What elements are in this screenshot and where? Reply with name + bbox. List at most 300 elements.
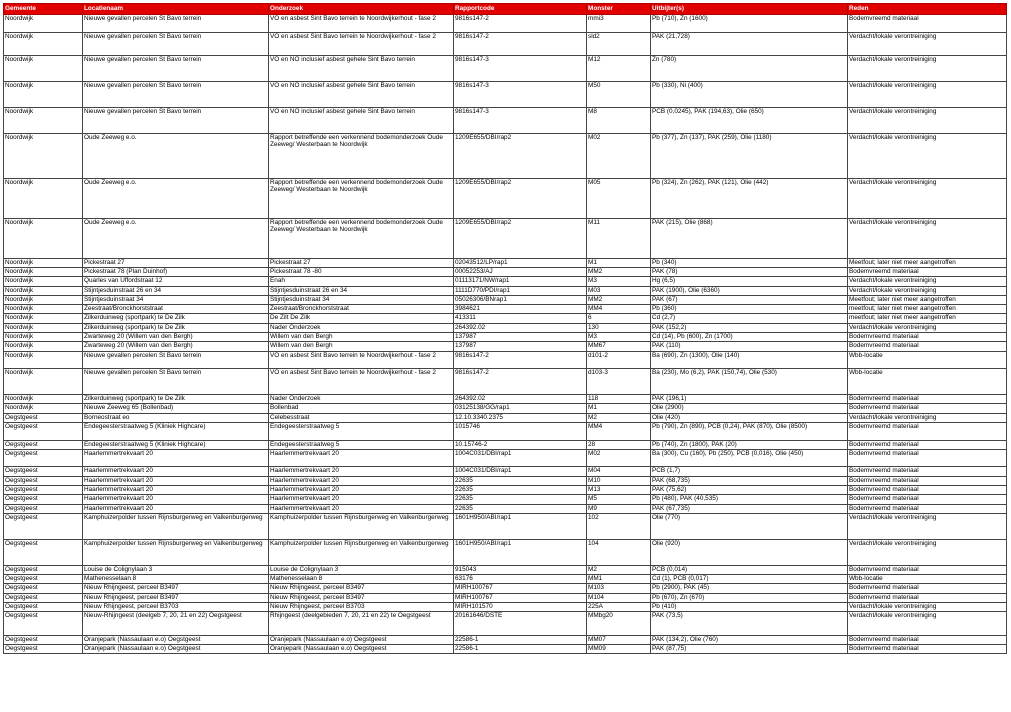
cell-gemeente: Noordwijk: [4, 305, 83, 314]
cell-onderzoek: VO en NO inclusief asbest gehele Sint Bavo terrein: [269, 81, 454, 107]
cell-onderzoek: Rhijngeest (deelgebieden 7, 20, 21 en 22) te Oegstgeest: [269, 612, 454, 635]
table-row: [4, 413, 1007, 422]
cell-locatienaam: Zilkerduinweg (sportpark) te De Zilk: [83, 395, 269, 404]
cell-onderzoek: Celebesstraat: [269, 413, 454, 422]
cell-rapportcode: MIRH100767: [454, 584, 587, 593]
table-row: [4, 342, 1007, 351]
cell-monster: M3: [587, 277, 651, 286]
cell-uitbijters: Ba (300), Cu (160), Pb (250), PCB (0,016), Olie (450): [651, 449, 848, 467]
cell-rapportcode: 1601H950/ABI/rap1: [454, 513, 587, 539]
table-row: [4, 277, 1007, 286]
cell-gemeente: Noordwijk: [4, 133, 83, 178]
table-row: [4, 593, 1007, 602]
cell-monster: 130: [587, 323, 651, 332]
table-row: [4, 440, 1007, 449]
table-row: [4, 107, 1007, 133]
table-row: [4, 635, 1007, 644]
cell-gemeente: Oegstgeest: [4, 565, 83, 574]
cell-uitbijters: Pb (2900), PAK (45): [651, 584, 848, 593]
table-row: [4, 258, 1007, 267]
cell-rapportcode: 1015746: [454, 423, 587, 441]
cell-gemeente: Oegstgeest: [4, 495, 83, 504]
cell-onderzoek: VO en asbest Sint Bavo terrein te Noordwijkerhout - fase 2: [269, 32, 454, 55]
cell-monster: 104: [587, 539, 651, 565]
cell-reden: Verdacht/lokale verontreiniging: [848, 277, 1007, 286]
cell-monster: M3: [587, 333, 651, 342]
cell-rapportcode: 02043512/LP/rap1: [454, 258, 587, 267]
cell-uitbijters: PAK (87,75): [651, 644, 848, 653]
table-row: [4, 305, 1007, 314]
cell-rapportcode: 9816s147-2: [454, 351, 587, 369]
cell-reden: Wbb-locatie: [848, 575, 1007, 584]
cell-uitbijters: Pb (410): [651, 602, 848, 611]
cell-rapportcode: 413311: [454, 314, 587, 323]
cell-onderzoek: Haarlemmertrekvaart 20: [269, 495, 454, 504]
cell-locatienaam: Haarlemmertrekvaart 20: [83, 449, 269, 467]
cell-gemeente: Oegstgeest: [4, 467, 83, 476]
cell-gemeente: Noordwijk: [4, 258, 83, 267]
cell-onderzoek: Willem van den Bergh: [269, 333, 454, 342]
cell-onderzoek: Oranjepark (Nassaulaan e.o) Oegstgeest: [269, 635, 454, 644]
cell-gemeente: Oegstgeest: [4, 644, 83, 653]
cell-uitbijters: PAK (68,735): [651, 476, 848, 485]
cell-uitbijters: Pb (710), Zn (1600): [651, 15, 848, 33]
cell-monster: MM2: [587, 267, 651, 276]
cell-rapportcode: 137987: [454, 333, 587, 342]
cell-monster: 28: [587, 440, 651, 449]
table-row: [4, 565, 1007, 574]
cell-uitbijters: Olie (2900): [651, 404, 848, 413]
cell-reden: Meetfout; later niet meer aangetroffen: [848, 258, 1007, 267]
cell-onderzoek: Oranjepark (Nassaulaan e.o) Oegstgeest: [269, 644, 454, 653]
cell-rapportcode: 22586-1: [454, 644, 587, 653]
col-header-monster: Monster: [587, 4, 651, 15]
cell-locatienaam: Oranjepark (Nassaulaan e.o) Oegstgeest: [83, 644, 269, 653]
cell-gemeente: Noordwijk: [4, 107, 83, 133]
table-row: [4, 218, 1007, 258]
cell-gemeente: Noordwijk: [4, 369, 83, 395]
cell-onderzoek: Rapport betreffende een verkennend bodemonderzoek Oude Zeeweg/ Westerbaan te Noordwijk: [269, 218, 454, 258]
cell-locatienaam: Zwarteweg 20 (Willem van den Bergh): [83, 333, 269, 342]
col-header-onderzoek: Onderzoek: [269, 4, 454, 15]
cell-uitbijters: Zn (780): [651, 56, 848, 82]
cell-gemeente: Noordwijk: [4, 333, 83, 342]
cell-onderzoek: Stijntjesduinstraat 26 en 34: [269, 286, 454, 295]
table-row: [4, 476, 1007, 485]
cell-rapportcode: 1601H950/ABI/rap1: [454, 539, 587, 565]
cell-onderzoek: Willem van den Bergh: [269, 342, 454, 351]
cell-gemeente: Oegstgeest: [4, 513, 83, 539]
table-row: [4, 575, 1007, 584]
cell-uitbijters: Ba (230), Mo (6,2), PAK (150,74), Olie (530): [651, 369, 848, 395]
cell-rapportcode: 9816s147-2: [454, 369, 587, 395]
cell-rapportcode: 22635: [454, 486, 587, 495]
cell-onderzoek: VO en NO inclusief asbest gehele Sint Bavo terrein: [269, 107, 454, 133]
col-header-uitbijters: Uitbijter(s): [651, 4, 848, 15]
cell-locatienaam: Haarlemmertrekvaart 20: [83, 486, 269, 495]
table-row: [4, 323, 1007, 332]
cell-monster: 118: [587, 395, 651, 404]
cell-rapportcode: 9816s147-2: [454, 32, 587, 55]
cell-locatienaam: Haarlemmertrekvaart 20: [83, 504, 269, 513]
cell-monster: d101-2: [587, 351, 651, 369]
cell-uitbijters: PAK (67): [651, 295, 848, 304]
cell-gemeente: Noordwijk: [4, 342, 83, 351]
cell-gemeente: Oegstgeest: [4, 423, 83, 441]
cell-gemeente: Oegstgeest: [4, 612, 83, 635]
cell-monster: M9: [587, 504, 651, 513]
table-row: [4, 333, 1007, 342]
table-row: [4, 449, 1007, 467]
cell-locatienaam: Endegeesterstraatweg 5 (Kliniek Highcare): [83, 440, 269, 449]
cell-locatienaam: Zwarteweg 20 (Willem van den Bergh): [83, 342, 269, 351]
table-row: [4, 395, 1007, 404]
cell-uitbijters: Ba (690), Zn (1300), Olie (140): [651, 351, 848, 369]
table-row: [4, 314, 1007, 323]
cell-locatienaam: Haarlemmertrekvaart 20: [83, 495, 269, 504]
cell-onderzoek: Pickestraat 78 -80: [269, 267, 454, 276]
cell-onderzoek: VO en asbest Sint Bavo terrein te Noordwijkerhout - fase 2: [269, 351, 454, 369]
cell-gemeente: Oegstgeest: [4, 476, 83, 485]
cell-monster: M1: [587, 404, 651, 413]
cell-locatienaam: Nieuw-Rhijngeest (deelgeb 7, 20, 21 en 22) Oegstgeest: [83, 612, 269, 635]
cell-onderzoek: Stijntjesduinstraat 34: [269, 295, 454, 304]
cell-rapportcode: 9816s147-3: [454, 81, 587, 107]
cell-rapportcode: 01113171/NW/rap1: [454, 277, 587, 286]
cell-rapportcode: 1209E655/DBI/rap2: [454, 218, 587, 258]
cell-reden: Bodemvreemd materiaal: [848, 593, 1007, 602]
cell-locatienaam: Oranjepark (Nassaulaan e.o) Oegstgeest: [83, 635, 269, 644]
cell-reden: Verdacht/lokale verontreiniging: [848, 32, 1007, 55]
cell-uitbijters: Pb (670), Zn (670): [651, 593, 848, 602]
cell-uitbijters: PAK (75,62): [651, 486, 848, 495]
cell-rapportcode: 9816s147-3: [454, 107, 587, 133]
cell-uitbijters: PCB (0,014): [651, 565, 848, 574]
cell-monster: MM09: [587, 644, 651, 653]
cell-locatienaam: Quarles van Uffordstraat 12: [83, 277, 269, 286]
cell-locatienaam: Haarlemmertrekvaart 20: [83, 467, 269, 476]
table-row: [4, 486, 1007, 495]
cell-rapportcode: 9816s147-3: [454, 56, 587, 82]
col-header-gemeente: Gemeente: [4, 4, 83, 15]
cell-monster: M103: [587, 584, 651, 593]
cell-uitbijters: PAK (78): [651, 267, 848, 276]
cell-locatienaam: Mathenesselaan 8: [83, 575, 269, 584]
table-row: [4, 467, 1007, 476]
cell-onderzoek: Zeestraat/Bronckhorststraat: [269, 305, 454, 314]
table-row: [4, 267, 1007, 276]
cell-reden: Verdacht/lokale verontreiniging: [848, 107, 1007, 133]
cell-reden: Bodemvreemd materiaal: [848, 449, 1007, 467]
cell-gemeente: Oegstgeest: [4, 602, 83, 611]
cell-onderzoek: Kamphuizerpolder tussen Rijnsburgerweg en Valkenburgerweg: [269, 513, 454, 539]
cell-uitbijters: Cd (14), Pb (600), Zn (1700): [651, 333, 848, 342]
cell-rapportcode: 915043: [454, 565, 587, 574]
cell-monster: M04: [587, 467, 651, 476]
cell-locatienaam: Nieuwe gevallen percelen St Bavo terrein: [83, 369, 269, 395]
cell-reden: Bodemvreemd materiaal: [848, 267, 1007, 276]
cell-onderzoek: Nieuw Rhijngeest, perceel B3497: [269, 593, 454, 602]
cell-reden: Bodemvreemd materiaal: [848, 395, 1007, 404]
cell-gemeente: Oegstgeest: [4, 440, 83, 449]
cell-rapportcode: 22635: [454, 504, 587, 513]
table-row: [4, 539, 1007, 565]
cell-onderzoek: Haarlemmertrekvaart 20: [269, 476, 454, 485]
cell-uitbijters: Pb (330), Ni (400): [651, 81, 848, 107]
cell-rapportcode: 00052253/AJ: [454, 267, 587, 276]
cell-reden: Verdacht/lokale verontreiniging: [848, 81, 1007, 107]
table-row: [4, 56, 1007, 82]
cell-locatienaam: Zeestraat/Bronckhorststraat: [83, 305, 269, 314]
table-row: [4, 644, 1007, 653]
cell-uitbijters: PAK (67,735): [651, 504, 848, 513]
cell-onderzoek: Bollenbad: [269, 404, 454, 413]
cell-locatienaam: Nieuwe gevallen percelen St Bavo terrein: [83, 32, 269, 55]
cell-gemeente: Oegstgeest: [4, 504, 83, 513]
cell-gemeente: Oegstgeest: [4, 539, 83, 565]
cell-reden: meetfout; later niet meer aangetroffen: [848, 305, 1007, 314]
table-row: [4, 504, 1007, 513]
cell-rapportcode: 20161646/DSTE: [454, 612, 587, 635]
cell-onderzoek: Pickestraat 27: [269, 258, 454, 267]
cell-monster: 102: [587, 513, 651, 539]
cell-locatienaam: Kamphuizerpolder tussen Rijnsburgerweg en Valkenburgerweg: [83, 539, 269, 565]
cell-gemeente: Oegstgeest: [4, 575, 83, 584]
cell-gemeente: Noordwijk: [4, 277, 83, 286]
cell-monster: M13: [587, 486, 651, 495]
cell-rapportcode: 22586-1: [454, 635, 587, 644]
cell-onderzoek: VO en asbest Sint Bavo terrein te Noordwijkerhout - fase 2: [269, 369, 454, 395]
cell-locatienaam: Nieuw Rhijngeest, perceel B3497: [83, 584, 269, 593]
cell-locatienaam: Nieuwe Zeeweg 65 (Bollenbad): [83, 404, 269, 413]
cell-reden: Verdacht/lokale verontreiniging: [848, 286, 1007, 295]
cell-rapportcode: 63176: [454, 575, 587, 584]
cell-uitbijters: PAK (134,2), Olie (760): [651, 635, 848, 644]
cell-gemeente: Noordwijk: [4, 267, 83, 276]
cell-rapportcode: 05026306/BNrap1: [454, 295, 587, 304]
cell-reden: Wbb-locatie: [848, 351, 1007, 369]
cell-onderzoek: Haarlemmertrekvaart 20: [269, 467, 454, 476]
cell-monster: 225A: [587, 602, 651, 611]
cell-gemeente: Noordwijk: [4, 295, 83, 304]
cell-reden: Verdacht/lokale verontreiniging: [848, 178, 1007, 218]
cell-locatienaam: Nieuwe gevallen percelen St Bavo terrein: [83, 351, 269, 369]
cell-uitbijters: Olie (920): [651, 539, 848, 565]
cell-monster: M02: [587, 133, 651, 178]
cell-locatienaam: Nieuwe gevallen percelen St Bavo terrein: [83, 81, 269, 107]
cell-reden: Bodemvreemd materiaal: [848, 476, 1007, 485]
cell-monster: d103-3: [587, 369, 651, 395]
cell-locatienaam: Nieuwe gevallen percelen St Bavo terrein: [83, 15, 269, 33]
cell-reden: meetfout; later niet meer aangetroffen: [848, 314, 1007, 323]
cell-reden: Bodemvreemd materiaal: [848, 486, 1007, 495]
table-row: [4, 513, 1007, 539]
table-row: [4, 178, 1007, 218]
table-row: [4, 602, 1007, 611]
cell-rapportcode: 1209E655/DBI/rap2: [454, 178, 587, 218]
cell-rapportcode: 9816s147-2: [454, 15, 587, 33]
cell-onderzoek: VO en NO inclusief asbest gehele Sint Bavo terrein: [269, 56, 454, 82]
cell-onderzoek: Louise de Colignylaan 3: [269, 565, 454, 574]
cell-reden: Verdacht/lokale verontreiniging: [848, 513, 1007, 539]
header-row: [4, 4, 1007, 15]
cell-locatienaam: Pickestraat 78 (Plan Duinhof): [83, 267, 269, 276]
cell-rapportcode: 264392.02: [454, 395, 587, 404]
cell-rapportcode: 1111D770/PDI/rap1: [454, 286, 587, 295]
cell-uitbijters: Pb (324), Zn (262), PAK (121), Olie (442): [651, 178, 848, 218]
cell-gemeente: Oegstgeest: [4, 486, 83, 495]
cell-rapportcode: 3984621: [454, 305, 587, 314]
cell-reden: Meetfout; later niet meer aangetroffen: [848, 295, 1007, 304]
cell-gemeente: Noordwijk: [4, 32, 83, 55]
cell-monster: MMbg20: [587, 612, 651, 635]
cell-reden: Bodemvreemd materiaal: [848, 584, 1007, 593]
cell-onderzoek: Nieuw Rhijngeest, perceel B3703: [269, 602, 454, 611]
cell-rapportcode: MIRH100767: [454, 593, 587, 602]
cell-locatienaam: Nieuw Rhijngeest, perceel B3497: [83, 593, 269, 602]
cell-uitbijters: PCB (1,7): [651, 467, 848, 476]
cell-gemeente: Noordwijk: [4, 314, 83, 323]
cell-gemeente: Noordwijk: [4, 395, 83, 404]
cell-onderzoek: Rapport betreffende een verkennend bodemonderzoek Oude Zeeweg/ Westerbaan te Noordwijk: [269, 178, 454, 218]
cell-locatienaam: Nieuwe gevallen percelen St Bavo terrein: [83, 56, 269, 82]
cell-rapportcode: 12.10.3340.2375: [454, 413, 587, 422]
cell-monster: M8: [587, 107, 651, 133]
cell-uitbijters: PAK (21,728): [651, 32, 848, 55]
cell-uitbijters: Pb (480), PAK (40,535): [651, 495, 848, 504]
cell-locatienaam: Louise de Colignylaan 3: [83, 565, 269, 574]
cell-gemeente: Noordwijk: [4, 15, 83, 33]
cell-rapportcode: 137987: [454, 342, 587, 351]
table-row: [4, 423, 1007, 441]
cell-uitbijters: Pb (790), Zn (890), PCB (0,24), PAK (870), Olie (8500): [651, 423, 848, 441]
cell-locatienaam: Haarlemmertrekvaart 20: [83, 476, 269, 485]
cell-locatienaam: Stijntjesduinstraat 26 en 34: [83, 286, 269, 295]
cell-monster: MM07: [587, 635, 651, 644]
cell-uitbijters: Cd (2,7): [651, 314, 848, 323]
table-row: [4, 32, 1007, 55]
cell-monster: MM4: [587, 305, 651, 314]
cell-locatienaam: Endegeesterstraatweg 5 (Kliniek Highcare): [83, 423, 269, 441]
cell-monster: 6: [587, 314, 651, 323]
cell-monster: M12: [587, 56, 651, 82]
cell-onderzoek: De Zilt De Zilk: [269, 314, 454, 323]
cell-uitbijters: Olie (420): [651, 413, 848, 422]
cell-reden: Bodemvreemd materiaal: [848, 495, 1007, 504]
cell-locatienaam: Zilkerduinweg (sportpark) te De Zilk: [83, 323, 269, 332]
cell-reden: Verdacht/lokale verontreiniging: [848, 602, 1007, 611]
cell-reden: Verdacht/lokale verontreiniging: [848, 323, 1007, 332]
col-header-rapportcode: Rapportcode: [454, 4, 587, 15]
cell-onderzoek: Mathenesselaan 8: [269, 575, 454, 584]
cell-uitbijters: PAK (196,1): [651, 395, 848, 404]
cell-onderzoek: Enah: [269, 277, 454, 286]
cell-gemeente: Noordwijk: [4, 178, 83, 218]
cell-onderzoek: Endegeesterstraatweg 5: [269, 423, 454, 441]
cell-rapportcode: 1004C031/DBI/rap1: [454, 467, 587, 476]
cell-reden: Bodemvreemd materiaal: [848, 644, 1007, 653]
cell-uitbijters: PAK (152,2): [651, 323, 848, 332]
cell-reden: Bodemvreemd materiaal: [848, 440, 1007, 449]
cell-monster: MM2: [587, 295, 651, 304]
cell-uitbijters: Pb (360): [651, 305, 848, 314]
table-row: [4, 133, 1007, 178]
table-row: [4, 295, 1007, 304]
col-header-locatienaam: Locatienaam: [83, 4, 269, 15]
table-row: [4, 495, 1007, 504]
cell-locatienaam: Borneostraat eo: [83, 413, 269, 422]
cell-gemeente: Oegstgeest: [4, 584, 83, 593]
cell-uitbijters: Pb (377), Zn (137), PAK (259), Olie (1180): [651, 133, 848, 178]
cell-monster: M1: [587, 258, 651, 267]
cell-onderzoek: Haarlemmertrekvaart 20: [269, 504, 454, 513]
cell-rapportcode: 1004C031/DBI/rap1: [454, 449, 587, 467]
cell-reden: Verdacht/lokale verontreiniging: [848, 56, 1007, 82]
cell-uitbijters: PAK (1900), Olie (6360): [651, 286, 848, 295]
results-sheet: [3, 3, 1006, 654]
cell-gemeente: Oegstgeest: [4, 413, 83, 422]
table-row: [4, 286, 1007, 295]
cell-gemeente: Noordwijk: [4, 286, 83, 295]
cell-uitbijters: PCB (0,0245), PAK (194,63), Olie (650): [651, 107, 848, 133]
table-row: [4, 15, 1007, 33]
cell-monster: M2: [587, 413, 651, 422]
cell-reden: Bodemvreemd materiaal: [848, 635, 1007, 644]
cell-locatienaam: Nieuwe gevallen percelen St Bavo terrein: [83, 107, 269, 133]
cell-rapportcode: 22635: [454, 476, 587, 485]
cell-onderzoek: Nader Onderzoek: [269, 323, 454, 332]
cell-gemeente: Noordwijk: [4, 323, 83, 332]
table-row: [4, 404, 1007, 413]
cell-rapportcode: 03125138/GG/rap1: [454, 404, 587, 413]
cell-onderzoek: Haarlemmertrekvaart 20: [269, 486, 454, 495]
cell-gemeente: Noordwijk: [4, 56, 83, 82]
cell-reden: Bodemvreemd materiaal: [848, 404, 1007, 413]
col-header-reden: Reden: [848, 4, 1007, 15]
cell-rapportcode: 22635: [454, 495, 587, 504]
cell-uitbijters: PAK (110): [651, 342, 848, 351]
cell-uitbijters: PAK (73,5): [651, 612, 848, 635]
cell-monster: sld2: [587, 32, 651, 55]
cell-monster: mmi3: [587, 15, 651, 33]
cell-locatienaam: Nieuw Rhijngeest, perceel B3703: [83, 602, 269, 611]
cell-monster: M05: [587, 178, 651, 218]
cell-uitbijters: Olie (770): [651, 513, 848, 539]
cell-uitbijters: Cd (1), PCB (0,017): [651, 575, 848, 584]
cell-reden: Verdacht/lokale verontreiniging: [848, 539, 1007, 565]
cell-reden: Bodemvreemd materiaal: [848, 342, 1007, 351]
cell-gemeente: Noordwijk: [4, 81, 83, 107]
cell-locatienaam: Zilkerduinweg (sportpark) te De Zilk: [83, 314, 269, 323]
table-row: [4, 369, 1007, 395]
cell-monster: M11: [587, 218, 651, 258]
table-row: [4, 612, 1007, 635]
table-row: [4, 351, 1007, 369]
cell-onderzoek: Rapport betreffende een verkennend bodemonderzoek Oude Zeeweg/ Westerbaan te Noordwijk: [269, 133, 454, 178]
cell-locatienaam: Stijntjesduinstraat 34: [83, 295, 269, 304]
cell-rapportcode: 1209E655/DBI/rap2: [454, 133, 587, 178]
cell-reden: Verdacht/lokale verontreiniging: [848, 612, 1007, 635]
cell-uitbijters: Hg (6,5): [651, 277, 848, 286]
cell-locatienaam: Pickestraat 27: [83, 258, 269, 267]
cell-reden: Verdacht/lokale verontreiniging: [848, 413, 1007, 422]
cell-onderzoek: Nieuw Rhijngeest, perceel B3497: [269, 584, 454, 593]
cell-locatienaam: Oude Zeeweg e.o.: [83, 133, 269, 178]
cell-reden: Verdacht/lokale verontreiniging: [848, 133, 1007, 178]
cell-uitbijters: Pb (340): [651, 258, 848, 267]
cell-reden: Verdacht/lokale verontreiniging: [848, 218, 1007, 258]
cell-reden: Bodemvreemd materiaal: [848, 423, 1007, 441]
